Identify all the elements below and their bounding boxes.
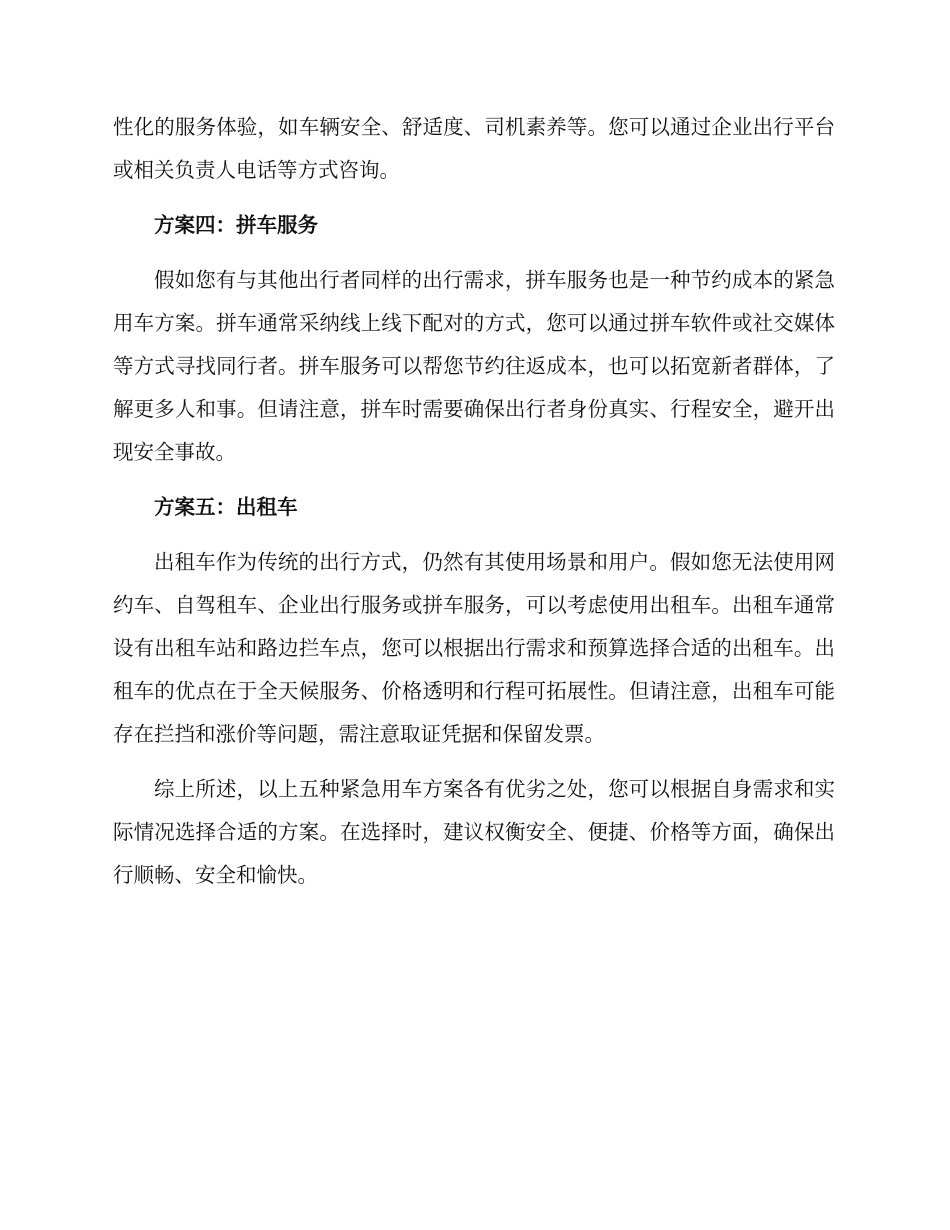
- paragraph-continuation: 性化的服务体验，如车辆安全、舒适度、司机素养等。您可以通过企业出行平台或相关负责人电话等方式咨询。: [113, 115, 835, 182]
- section-heading-plan-four: 方案四：拼车服务: [154, 213, 318, 237]
- paragraph-taxi: 出租车作为传统的出行方式，仍然有其使用场景和用户。假如您无法使用网约车、自驾租车、企业出行服务或拼车服务，可以考虑使用出租车。出租车通常设有出租车站和路边拦车点，您可以根据出行需求和预算选择合适的出租车。出租车的优点在于全天候服务、价格透明和行程可拓展性。但请注意，出租车可能存在拦挡和涨价等问题，需注意取证凭据和保留发票。: [113, 550, 835, 746]
- document-body: [113, 106, 835, 909]
- paragraph-carpool: 假如您有与其他出行者同样的出行需求，拼车服务也是一种节约成本的紧急用车方案。拼车通常采纳线上线下配对的方式，您可以通过拼车软件或社交媒体等方式寻找同行者。拼车服务可以帮您节约往返成本，也可以拓宽新者群体，了解更多人和事。但请注意，拼车时需要确保出行者身份真实、行程安全，避开出现安全事故。: [113, 268, 835, 464]
- paragraph-conclusion: 综上所述，以上五种紧急用车方案各有优劣之处，您可以根据自身需求和实际情况选择合适的方案。在选择时，建议权衡安全、便捷、价格等方面，确保出行顺畅、安全和愉快。: [113, 777, 835, 887]
- section-heading-plan-five: 方案五：出租车: [154, 495, 298, 519]
